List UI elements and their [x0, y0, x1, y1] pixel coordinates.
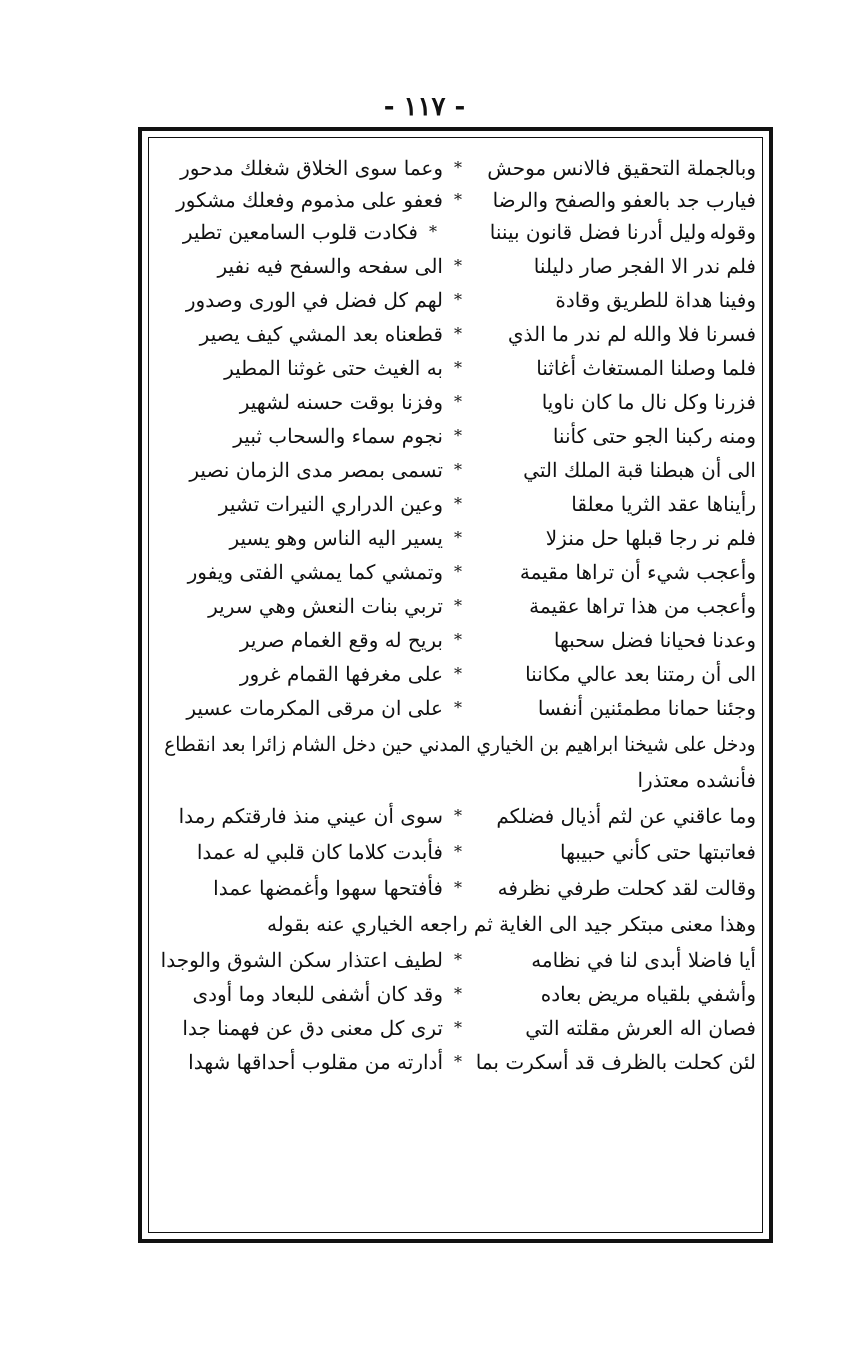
verse-second-hemistich: لهم كل فضل في الورى وصدور — [185, 288, 443, 312]
verse-first-hemistich: ومنه ركبنا الجو حتى كأننا — [552, 424, 756, 448]
verse-first-hemistich: وقالت لقد كحلت طرفي نظرفه — [497, 876, 756, 900]
verse-line — [160, 946, 756, 978]
verse-line — [160, 660, 756, 692]
verse-separator-star: * — [454, 528, 462, 547]
prose-text: وهذا معنى مبتكر جيد الى الغاية ثم راجعه الخياري عنه بقوله — [266, 912, 756, 936]
prose-line — [160, 910, 756, 942]
verse-line — [160, 252, 756, 284]
verse-first-hemistich: وليل أدرنا فضل قانون بيننا — [489, 220, 706, 244]
verse-second-hemistich: وعين الدراري النيرات تشير — [218, 492, 443, 516]
verse-separator-star: * — [454, 842, 462, 861]
verse-line — [160, 388, 756, 420]
verse-first-hemistich: فزرنا وكل نال ما كان ناويا — [541, 390, 756, 414]
verse-separator-star: * — [454, 1018, 462, 1037]
verse-separator-star: * — [454, 698, 462, 717]
verse-separator-star: * — [454, 358, 462, 377]
verse-line — [160, 694, 756, 726]
verse-first-hemistich: فيارب جد بالعفو والصفح والرضا — [492, 188, 756, 212]
verse-line — [160, 626, 756, 658]
verse-line — [160, 874, 756, 906]
verse-separator-star: * — [454, 290, 462, 309]
verse-second-hemistich: تسمى بمصر مدى الزمان نصير — [189, 458, 443, 482]
verse-second-hemistich: وقد كان أشفى للبعاد وما أودى — [192, 982, 443, 1006]
verse-first-hemistich: الى أن رمتنا بعد عالي مكاننا — [525, 662, 756, 686]
verse-second-hemistich: الى سفحه والسفح فيه نفير — [217, 254, 443, 278]
verse-line — [160, 422, 756, 454]
verse-separator-star: * — [454, 562, 462, 581]
verse-first-hemistich: وعدنا فحيانا فضل سحبها — [553, 628, 756, 652]
verse-separator-star: * — [454, 950, 462, 969]
verse-second-hemistich: بريح له وقع الغمام صرير — [239, 628, 443, 652]
verse-second-hemistich: وفزنا بوقت حسنه لشهير — [239, 390, 443, 414]
verse-first-hemistich: وجئنا حمانا مطمئنين أنفسا — [537, 696, 756, 720]
verse-first-hemistich: أيا فاضلا أبدى لنا في نظامه — [531, 948, 756, 972]
verse-separator-star: * — [454, 324, 462, 343]
verse-line — [160, 592, 756, 624]
verse-second-hemistich: ترى كل معنى دق عن فهمنا جدا — [182, 1016, 443, 1040]
verse-line — [160, 1048, 756, 1080]
verse-second-hemistich: وتمشي كما يمشي الفتى ويفور — [187, 560, 443, 584]
verse-first-hemistich: وفينا هداة للطريق وقادة — [555, 288, 756, 312]
verse-second-hemistich: لطيف اعتذار سكن الشوق والوجدا — [160, 948, 443, 972]
verse-line — [160, 980, 756, 1012]
verse-first-hemistich: فلم ندر الا الفجر صار دليلنا — [533, 254, 756, 278]
verse-line — [160, 1014, 756, 1046]
verse-separator-star: * — [454, 426, 462, 445]
verse-line — [160, 218, 756, 250]
verse-first-hemistich: رأيناها عقد الثريا معلقا — [571, 492, 756, 516]
prose-text: ودخل على شيخنا ابراهيم بن الخياري المدني حين دخل الشام زائرا بعد انقطاع — [164, 732, 756, 756]
page-number: - ١١٧ - — [383, 92, 466, 122]
verse-separator-star: * — [454, 256, 462, 275]
verse-separator-star: * — [454, 596, 462, 615]
verse-second-hemistich: على مغرفها القمام غرور — [239, 662, 443, 686]
verse-separator-star: * — [454, 392, 462, 411]
verse-first-hemistich: وأعجب شيء أن تراها مقيمة — [519, 560, 756, 584]
verse-first-hemistich: وما عاقني عن لثم أذيال فضلكم — [496, 804, 756, 828]
verse-first-hemistich: وأشفي بلقياه مريض بعاده — [540, 982, 756, 1006]
verse-first-hemistich: فلما وصلنا المستغاث أغاثنا — [536, 356, 756, 380]
verse-line — [160, 802, 756, 834]
verse-line — [160, 186, 756, 218]
verse-intro-label: وقوله — [709, 220, 756, 244]
verse-first-hemistich: فسرنا فلا والله لم ندر ما الذي — [507, 322, 756, 346]
verse-second-hemistich: أدارته من مقلوب أحداقها شهدا — [188, 1050, 443, 1074]
verse-line — [160, 456, 756, 488]
verse-second-hemistich: تربي بنات النعش وهي سرير — [208, 594, 443, 618]
verse-second-hemistich: فأبدت كلاما كان قلبي له عمدا — [196, 840, 443, 864]
verse-first-hemistich: لئن كحلت بالظرف قد أسكرت بما — [475, 1050, 756, 1074]
verse-line — [160, 286, 756, 318]
verse-second-hemistich: به الغيث حتى غوثنا المطير — [224, 356, 443, 380]
verse-line — [160, 320, 756, 352]
verse-first-hemistich: فعاتبتها حتى كأني حبيبها — [559, 840, 756, 864]
verse-line — [160, 154, 756, 186]
verse-line — [160, 524, 756, 556]
verse-first-hemistich: فصان اله العرش مقلته التي — [525, 1016, 756, 1040]
verse-separator-star: * — [454, 806, 462, 825]
verse-separator-star: * — [454, 664, 462, 683]
verse-first-hemistich: الى أن هبطنا قبة الملك التي — [523, 458, 756, 482]
verse-line — [160, 490, 756, 522]
prose-line — [160, 766, 756, 798]
verse-separator-star: * — [454, 630, 462, 649]
prose-line — [160, 730, 756, 762]
verse-separator-star: * — [454, 158, 462, 177]
verse-second-hemistich: سوى أن عيني منذ فارقتكم رمدا — [178, 804, 443, 828]
verse-first-hemistich: وأعجب من هذا تراها عقيمة — [529, 594, 756, 618]
verse-line — [160, 838, 756, 870]
verse-second-hemistich: على ان مرقى المكرمات عسير — [186, 696, 443, 720]
verse-separator-star: * — [454, 190, 462, 209]
verse-separator-star: * — [454, 460, 462, 479]
verse-separator-star: * — [454, 878, 462, 897]
verse-second-hemistich: فعفو على مذموم وفعلك مشكور — [176, 188, 443, 212]
verse-separator-star: * — [454, 494, 462, 513]
verse-first-hemistich: وبالجملة التحقيق فالانس موحش — [487, 156, 756, 180]
verse-separator-star: * — [454, 1052, 462, 1071]
verse-line — [160, 558, 756, 590]
prose-text: فأنشده معتذرا — [637, 768, 756, 792]
verse-second-hemistich: وعما سوى الخلاق شغلك مدحور — [180, 156, 443, 180]
verse-separator-star: * — [429, 222, 437, 241]
verse-second-hemistich: فأفتحها سهوا وأغمضها عمدا — [213, 876, 443, 900]
verse-second-hemistich: فكادت قلوب السامعين تطير — [182, 220, 418, 244]
text-block — [160, 150, 756, 1225]
verse-line — [160, 354, 756, 386]
verse-second-hemistich: نجوم سماء والسحاب ثبير — [233, 424, 443, 448]
verse-second-hemistich: قطعناه بعد المشي كيف يصير — [199, 322, 443, 346]
verse-separator-star: * — [454, 984, 462, 1003]
verse-first-hemistich: فلم نر رجا قبلها حل منزلا — [545, 526, 756, 550]
verse-second-hemistich: يسير اليه الناس وهو يسير — [229, 526, 443, 550]
